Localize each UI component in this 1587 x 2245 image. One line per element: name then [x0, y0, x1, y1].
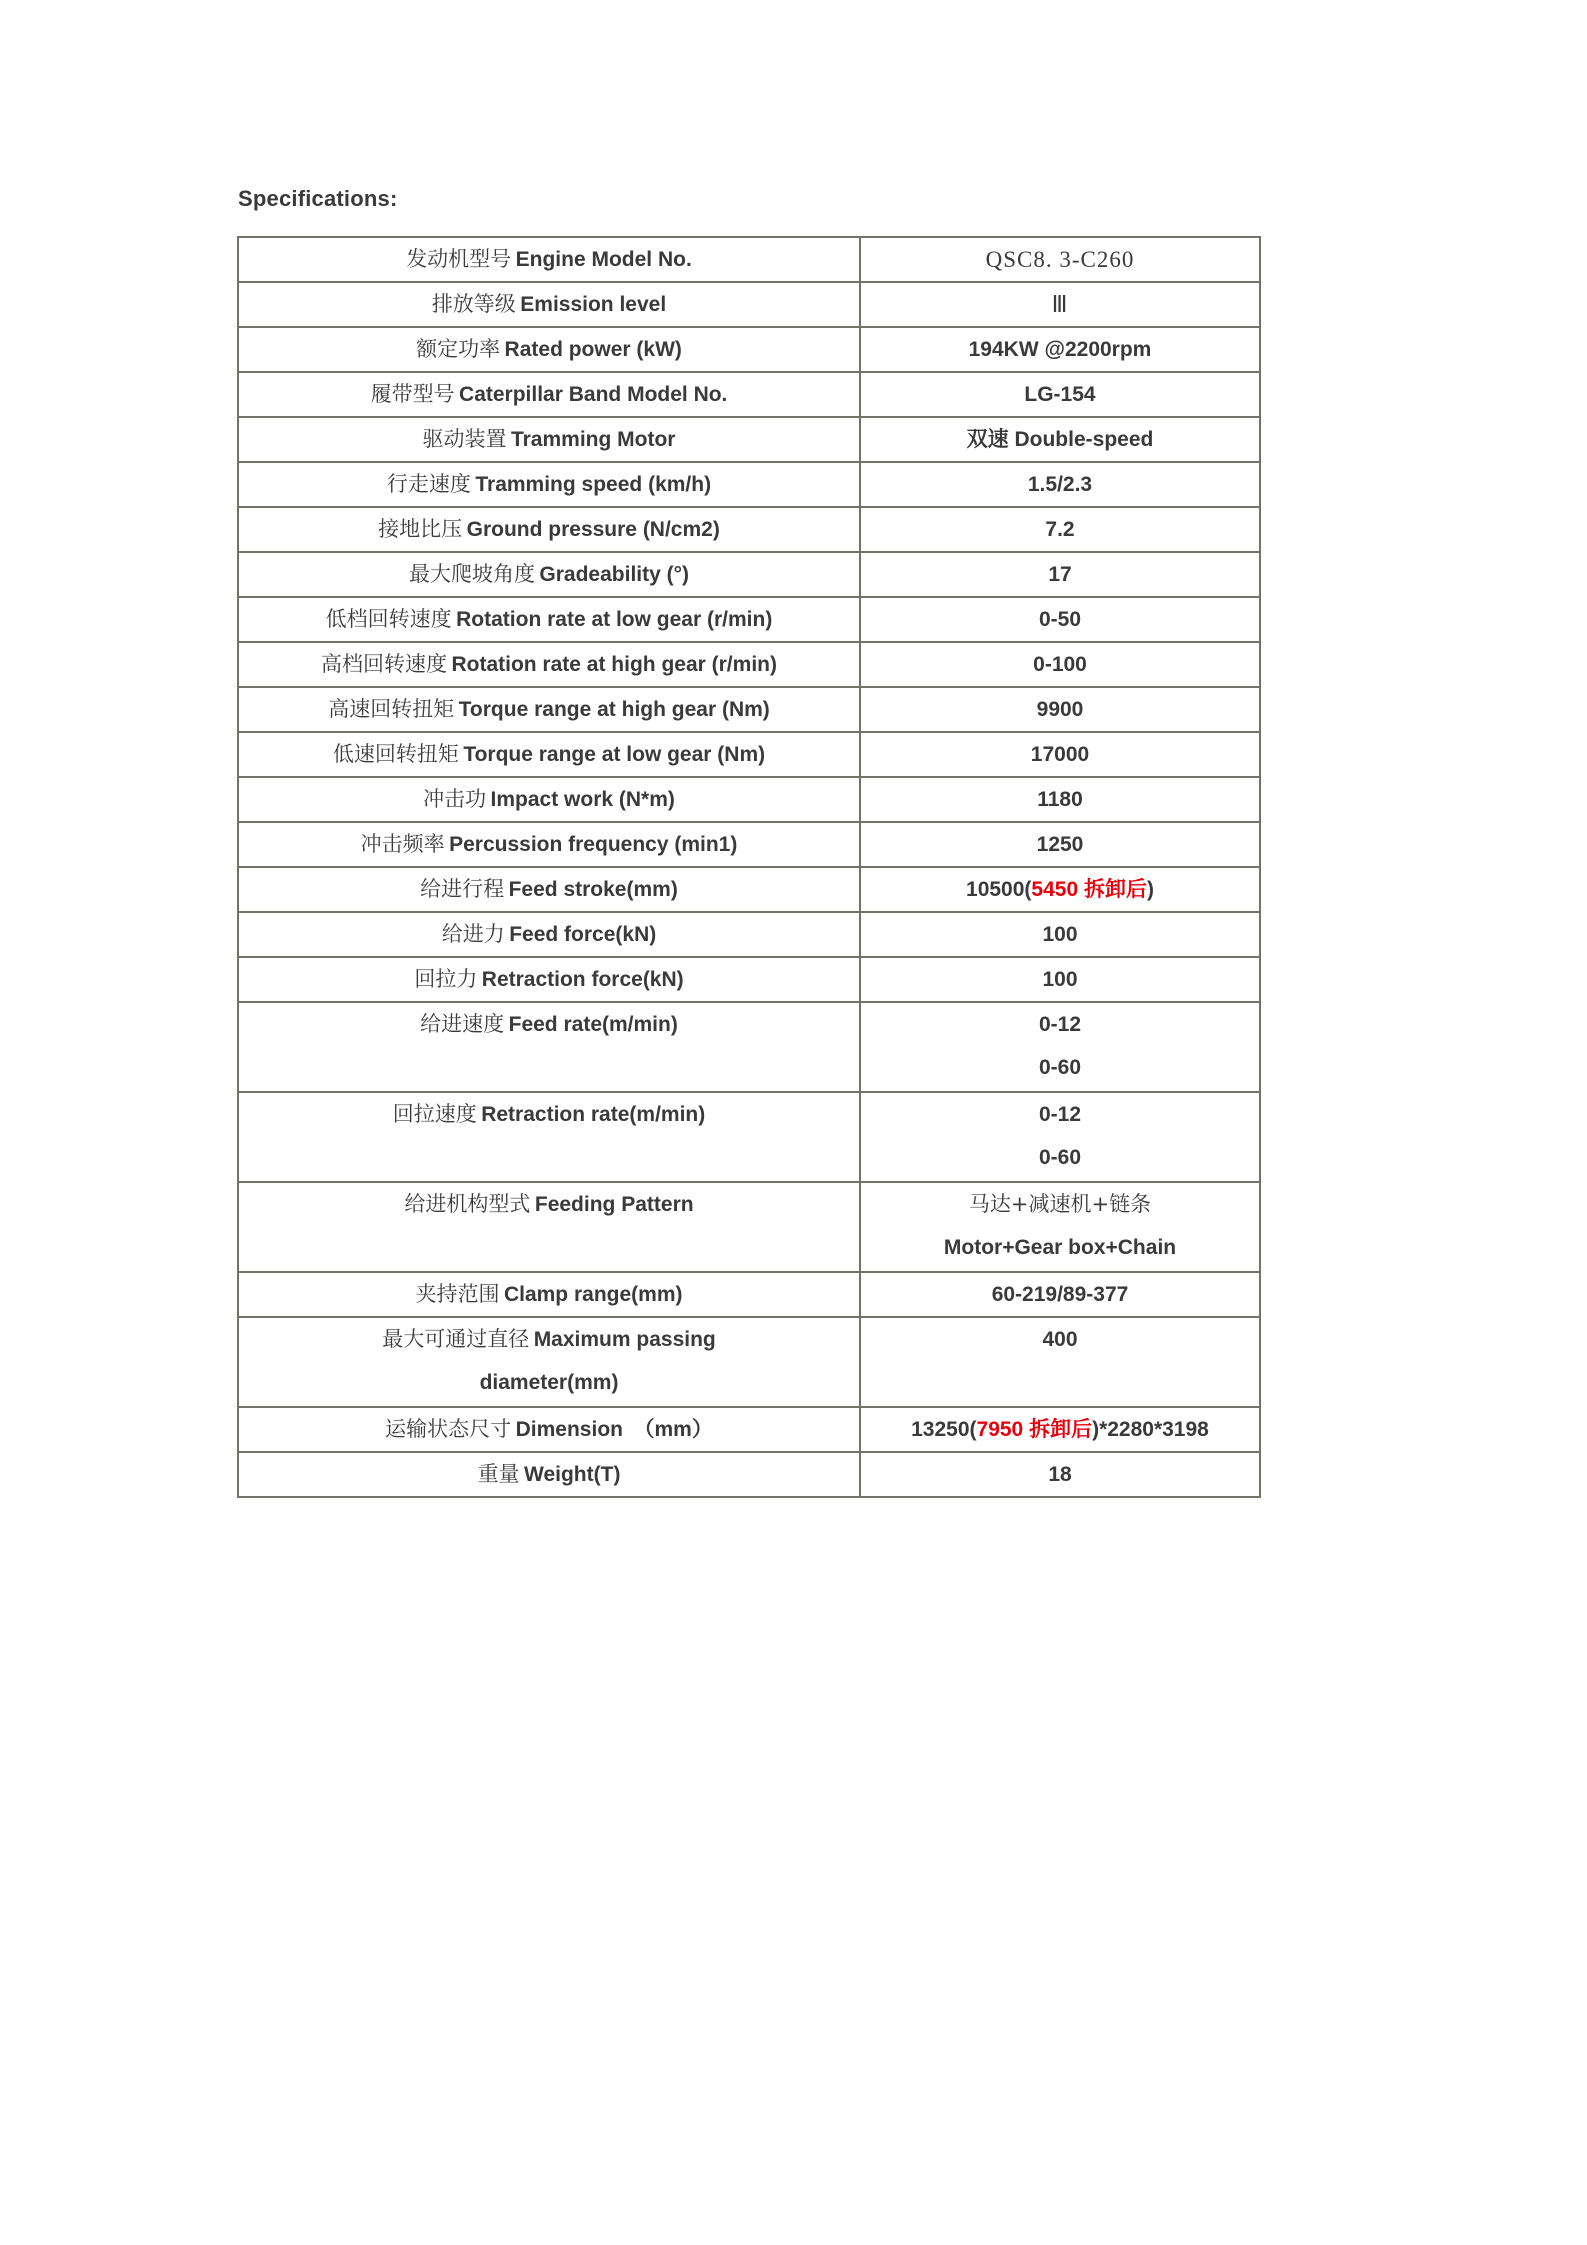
- value-cell: [860, 1272, 1260, 1317]
- spec-value-line2: Motor+Gear box+Chain: [943, 1236, 1177, 1259]
- spec-value-highlight: 7950 拆卸后: [976, 1418, 1093, 1441]
- value-cell: [860, 1002, 1260, 1092]
- spec-label-en: Retraction force(kN): [481, 968, 684, 991]
- spec-value: 400: [1042, 1328, 1078, 1351]
- table-row: [238, 1182, 1260, 1272]
- value-cell: [860, 687, 1260, 732]
- spec-value: 60-219/89-377: [991, 1283, 1129, 1306]
- spec-label-en: Caterpillar Band Model No.: [459, 383, 728, 406]
- table-row: [238, 777, 1260, 822]
- table-row: [238, 507, 1260, 552]
- spec-label-cn: 高档回转速度: [321, 652, 447, 676]
- spec-value-line2: 0-60: [1038, 1056, 1082, 1079]
- spec-label-en: Engine Model No.: [515, 248, 692, 271]
- spec-table: [237, 236, 1261, 1498]
- spec-value: 1.5/2.3: [1027, 473, 1093, 496]
- value-cell: [860, 867, 1260, 912]
- spec-value: 194KW @2200rpm: [968, 338, 1152, 361]
- spec-value: 17000: [1030, 743, 1090, 766]
- label-cell: [238, 642, 860, 687]
- spec-label-en: Dimension （mm）: [515, 1418, 713, 1441]
- label-cell: [238, 597, 860, 642]
- spec-label-cn: 运输状态尺寸: [385, 1417, 512, 1441]
- table-row: [238, 912, 1260, 957]
- spec-label-en: Clamp range(mm): [503, 1283, 683, 1306]
- value-cell: [860, 372, 1260, 417]
- label-cell: [238, 237, 860, 282]
- spec-value: 双速 Double-speed: [966, 428, 1154, 451]
- label-cell: [238, 957, 860, 1002]
- label-cell: [238, 327, 860, 372]
- spec-label-cn: 回拉速度: [392, 1102, 477, 1126]
- label-cell: [238, 417, 860, 462]
- table-row: [238, 417, 1260, 462]
- label-cell: [238, 867, 860, 912]
- spec-label-en: Retraction rate(m/min): [481, 1103, 706, 1126]
- spec-value: 100: [1042, 968, 1078, 991]
- spec-value-suffix: )*2280*3198: [1092, 1418, 1209, 1441]
- spec-label-cn: 给进行程: [420, 877, 505, 901]
- table-row: [238, 327, 1260, 372]
- value-cell: [860, 1317, 1260, 1407]
- table-row: [238, 822, 1260, 867]
- spec-label-cn: 冲击功: [423, 787, 487, 811]
- spec-value: 7.2: [1045, 518, 1075, 541]
- label-cell: [238, 507, 860, 552]
- spec-label-cn: 回拉力: [414, 967, 478, 991]
- value-cell: [860, 642, 1260, 687]
- label-cell: [238, 462, 860, 507]
- spec-label-cn: 重量: [477, 1462, 520, 1486]
- spec-label-en: Rated power (kW): [504, 338, 682, 361]
- table-row: [238, 372, 1260, 417]
- spec-label-en: Feeding Pattern: [534, 1193, 694, 1216]
- spec-label-cn: 行走速度: [386, 472, 471, 496]
- spec-value: 1250: [1036, 833, 1084, 856]
- spec-label-cn: 给进速度: [420, 1012, 505, 1036]
- spec-label-cn: 给进力: [441, 922, 505, 946]
- value-cell: [860, 1182, 1260, 1272]
- spec-label-cn: 高速回转扭矩: [328, 697, 455, 721]
- table-row: [238, 1092, 1260, 1182]
- label-cell: [238, 552, 860, 597]
- spec-label-cn: 排放等级: [431, 292, 516, 316]
- table-row: [238, 687, 1260, 732]
- spec-label-cn: 低档回转速度: [325, 607, 452, 631]
- label-cell: [238, 912, 860, 957]
- spec-value-prefix: 13250(: [911, 1418, 977, 1441]
- spec-label-cn: 接地比压: [378, 517, 463, 541]
- spec-value-highlight: 5450 拆卸后: [1031, 878, 1147, 901]
- value-cell: [860, 1092, 1260, 1182]
- spec-label-cn: 驱动装置: [422, 427, 507, 451]
- label-cell: [238, 1452, 860, 1497]
- table-row: [238, 1317, 1260, 1407]
- label-cell: [238, 1182, 860, 1272]
- spec-label-en: Tramming Motor: [510, 428, 676, 451]
- spec-label-cn: 低速回转扭矩: [332, 742, 459, 766]
- label-cell: [238, 687, 860, 732]
- spec-label-en: Gradeability (°): [539, 563, 690, 586]
- label-cell: [238, 732, 860, 777]
- value-cell: [860, 777, 1260, 822]
- table-row: [238, 1272, 1260, 1317]
- spec-label-en: Torque range at low gear (Nm): [463, 743, 766, 766]
- label-cell: [238, 822, 860, 867]
- spec-value-line1: 马达+减速机+链条: [968, 1192, 1152, 1216]
- spec-label-cn: 最大可通过直径: [382, 1327, 530, 1351]
- label-cell: [238, 1002, 860, 1092]
- page-title: Specifications:: [238, 186, 398, 211]
- spec-label-en: Feed rate(m/min): [508, 1013, 678, 1036]
- value-cell: [860, 417, 1260, 462]
- spec-value-line2: 0-60: [1038, 1146, 1082, 1169]
- label-cell: [238, 1092, 860, 1182]
- spec-value-line1: 0-12: [1038, 1103, 1082, 1126]
- table-row: [238, 642, 1260, 687]
- spec-label-en: Percussion frequency (min1): [449, 833, 738, 856]
- spec-value-suffix: ): [1146, 878, 1154, 901]
- table-row: [238, 1407, 1260, 1452]
- table-row: [238, 1452, 1260, 1497]
- spec-label-en: Torque range at high gear (Nm): [458, 698, 770, 721]
- spec-label-cn: 冲击频率: [360, 832, 445, 856]
- spec-label-en: Rotation rate at low gear (r/min): [456, 608, 773, 631]
- label-cell: [238, 282, 860, 327]
- value-cell: [860, 552, 1260, 597]
- table-row: [238, 1002, 1260, 1092]
- spec-label-cn: 额定功率: [416, 337, 501, 361]
- spec-label-en: Impact work (N*m): [490, 788, 675, 811]
- table-row: [238, 957, 1260, 1002]
- value-cell: [860, 237, 1260, 282]
- label-cell: [238, 1407, 860, 1452]
- table-row: [238, 597, 1260, 642]
- spec-label-en: Feed force(kN): [509, 923, 657, 946]
- spec-label-en: Feed stroke(mm): [508, 878, 678, 901]
- spec-value-line1: 0-12: [1038, 1013, 1082, 1036]
- spec-value: 9900: [1036, 698, 1084, 721]
- value-cell: [860, 822, 1260, 867]
- spec-value: 0-100: [1033, 653, 1087, 676]
- label-cell: [238, 1317, 860, 1407]
- spec-label-cn: 发动机型号: [406, 247, 512, 271]
- spec-value: Ⅲ: [1051, 292, 1069, 317]
- value-cell: [860, 327, 1260, 372]
- value-cell: [860, 732, 1260, 777]
- spec-label-en: Weight(T): [524, 1463, 621, 1486]
- spec-label-cn: 夹持范围: [415, 1282, 500, 1306]
- spec-value: 0-50: [1038, 608, 1082, 631]
- spec-value-prefix: 10500(: [966, 878, 1032, 901]
- value-cell: [860, 282, 1260, 327]
- spec-label-cn: 最大爬坡角度: [408, 562, 535, 586]
- value-cell: [860, 912, 1260, 957]
- spec-label-en-line2: diameter(mm): [479, 1371, 619, 1394]
- spec-label-cn: 履带型号: [370, 382, 455, 406]
- table-row: [238, 282, 1260, 327]
- table-row: [238, 732, 1260, 777]
- label-cell: [238, 777, 860, 822]
- spec-value: LG-154: [1024, 383, 1096, 406]
- value-cell: [860, 462, 1260, 507]
- table-row: [238, 867, 1260, 912]
- spec-value: 17: [1048, 563, 1072, 586]
- spec-label-en: Emission level: [520, 293, 667, 316]
- spec-label-en: Rotation rate at high gear (r/min): [451, 653, 777, 676]
- spec-label-en: Tramming speed (km/h): [475, 473, 712, 496]
- value-cell: [860, 507, 1260, 552]
- value-cell: [860, 597, 1260, 642]
- spec-label-cn: 给进机构型式: [404, 1192, 531, 1216]
- value-cell: [860, 1452, 1260, 1497]
- label-cell: [238, 372, 860, 417]
- spec-value: 100: [1042, 923, 1078, 946]
- label-cell: [238, 1272, 860, 1317]
- value-cell: [860, 957, 1260, 1002]
- table-row: [238, 552, 1260, 597]
- spec-value: 1180: [1037, 788, 1083, 811]
- spec-label-en: Ground pressure (N/cm2): [466, 518, 720, 541]
- table-row: [238, 462, 1260, 507]
- spec-value: QSC8. 3-C260: [985, 247, 1135, 272]
- value-cell: [860, 1407, 1260, 1452]
- spec-value: 18: [1048, 1463, 1072, 1486]
- table-row: [238, 237, 1260, 282]
- spec-label-en: Maximum passing: [533, 1328, 716, 1351]
